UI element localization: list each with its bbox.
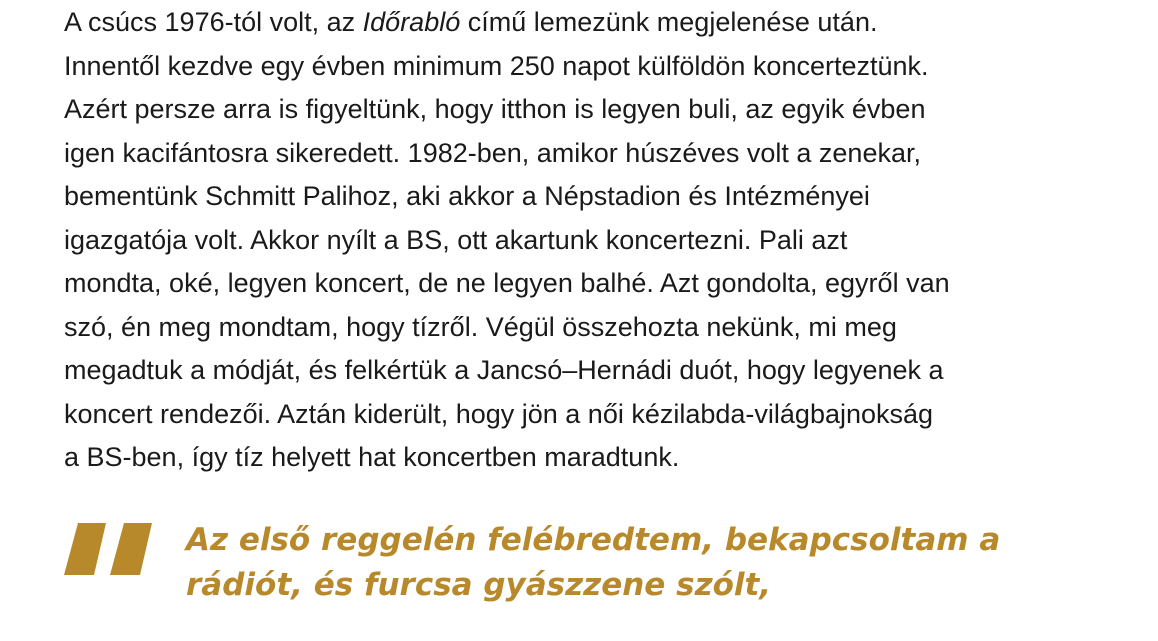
paragraph-line: igen kacifántosra sikeredett. 1982-ben, amikor húszéves volt a zenekar, bbox=[64, 137, 921, 168]
album-title: Időrabló bbox=[362, 7, 461, 37]
article-body bbox=[64, 0, 1124, 480]
pull-quote-line: rádiót, és furcsa gyászzene szólt, bbox=[186, 567, 772, 603]
quotation-mark-icon bbox=[64, 523, 156, 575]
paragraph-line: Innentől kezdve egy évben minimum 250 napot külföldön koncerteztünk. bbox=[64, 50, 929, 81]
article-paragraph bbox=[64, 0, 1124, 480]
paragraph-line: koncert rendezői. Aztán kiderült, hogy jön a női kézilabda-világbajnokság bbox=[64, 398, 934, 429]
paragraph-line: szó, én meg mondtam, hogy tízről. Végül összehozta nekünk, mi meg bbox=[64, 311, 897, 342]
paragraph-line: mondta, oké, legyen koncert, de ne legyen balhé. Azt gondolta, egyről van bbox=[64, 268, 950, 298]
paragraph-line: Azért persze arra is figyeltünk, hogy itthon is legyen buli, az egyik évben bbox=[64, 94, 926, 124]
line-text: című lemezünk megjelenése után. bbox=[460, 7, 878, 37]
pull-quote bbox=[64, 520, 1124, 641]
line-text: A csúcs 1976-tól volt, az bbox=[64, 7, 363, 37]
paragraph-line: igazgatója volt. Akkor nyílt a BS, ott akartunk koncertezni. Pali azt bbox=[64, 224, 848, 255]
paragraph-line bbox=[64, 1, 1124, 45]
paragraph-line: a BS-ben, így tíz helyett hat koncertben maradtunk. bbox=[64, 442, 680, 472]
pull-quote-line: Az első reggelén felébredtem, bekapcsoltam a bbox=[186, 522, 1001, 558]
paragraph-line: megadtuk a módját, és felkértük a Jancsó–Hernádi duót, hogy legyenek a bbox=[64, 355, 944, 385]
pull-quote-text bbox=[186, 518, 1000, 608]
paragraph-line: bementünk Schmitt Palihoz, aki akkor a Népstadion és Intézményei bbox=[64, 181, 870, 211]
